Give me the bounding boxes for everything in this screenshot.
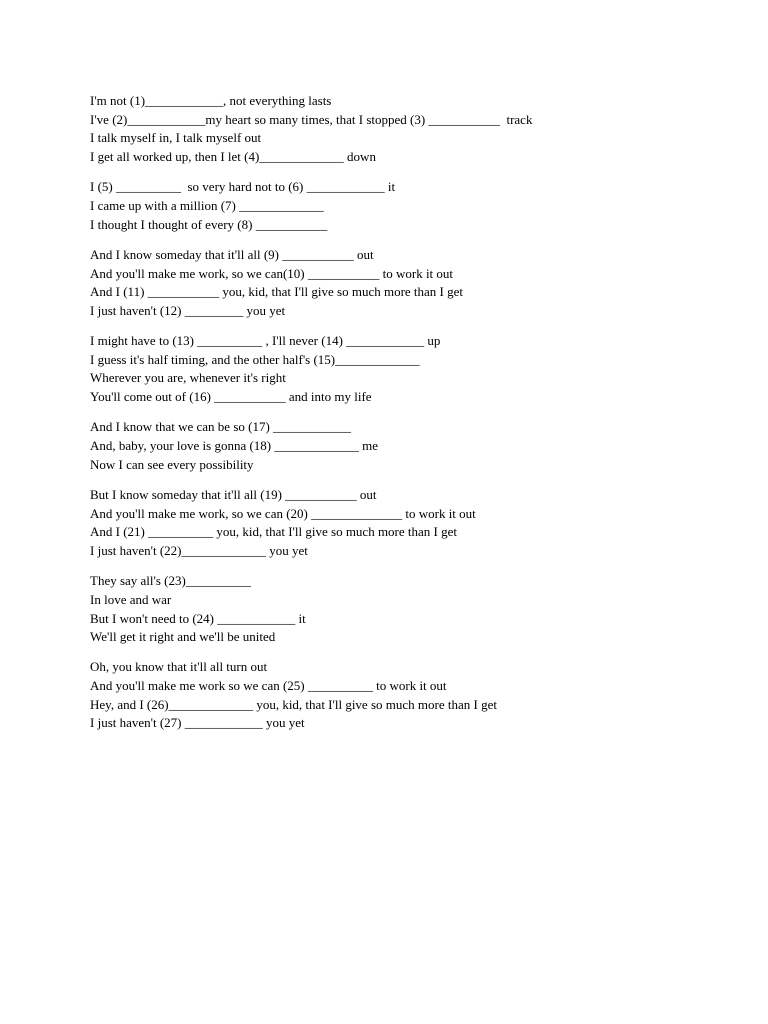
lyric-line: I came up with a million (7) _____________ xyxy=(90,197,324,213)
lyric-line: And you'll make me work, so we can(10) ___________ to work it out xyxy=(90,265,454,281)
lyric-line: I just haven't (27) ____________ you yet xyxy=(90,715,305,731)
lyric-line: I've (2)____________my heart so many times, that I stopped (3) ___________ track xyxy=(90,111,533,127)
lyric-line: And you'll make me work so we can (25) __________ to work it out xyxy=(90,678,447,694)
stanza-6 xyxy=(90,486,730,561)
lyric-line: I guess it's half timing, and the other half's (15)_____________ xyxy=(90,351,420,367)
lyric-line: And you'll make me work, so we can (20) ______________ to work it out xyxy=(90,505,476,521)
stanza-5 xyxy=(90,418,730,474)
lyric-line: And I know someday that it'll all (9) ___________ out xyxy=(90,246,374,262)
lyric-line: And I (21) __________ you, kid, that I'll give so much more than I get xyxy=(90,524,458,540)
stanza-8 xyxy=(90,658,730,733)
stanza-3 xyxy=(90,246,730,321)
lyric-line: I talk myself in, I talk myself out xyxy=(90,130,262,146)
lyric-line: And I know that we can be so (17) ____________ xyxy=(90,419,352,435)
lyric-line: And, baby, your love is gonna (18) _____________ me xyxy=(90,438,379,453)
lyric-line: I thought I thought of every (8) ___________ xyxy=(90,216,328,232)
lyric-line: They say all's (23)__________ xyxy=(90,573,251,589)
lyric-line: I (5) __________ so very hard not to (6) ____________ it xyxy=(90,179,396,195)
stanza-2 xyxy=(90,178,730,234)
lyric-line: I just haven't (22)_____________ you yet xyxy=(90,542,308,558)
lyric-line: I just haven't (12) _________ you yet xyxy=(90,302,286,318)
lyric-line: Wherever you are, whenever it's right xyxy=(90,370,286,386)
lyric-line: We'll get it right and we'll be united xyxy=(90,629,276,645)
lyric-line: I'm not (1)____________, not everything lasts xyxy=(90,93,332,108)
lyric-line: I might have to (13) __________ , I'll never (14) ____________ up xyxy=(90,333,441,349)
lyric-line: I get all worked up, then I let (4)_____________ down xyxy=(90,149,376,165)
lyric-line: You'll come out of (16) ___________ and into my life xyxy=(90,389,372,405)
stanza-7 xyxy=(90,572,730,647)
lyric-line: Now I can see every possibility xyxy=(90,456,254,472)
stanza-4 xyxy=(90,332,730,407)
lyric-line: But I know someday that it'll all (19) ___________ out xyxy=(90,486,377,502)
lyric-line: Oh, you know that it'll all turn out xyxy=(90,659,268,675)
stanza-1 xyxy=(90,92,730,167)
lyrics-worksheet xyxy=(90,92,730,745)
lyric-line: And I (11) ___________ you, kid, that I'll give so much more than I get xyxy=(90,284,464,300)
lyric-line: Hey, and I (26)_____________ you, kid, that I'll give so much more than I get xyxy=(90,696,497,712)
lyric-line: In love and war xyxy=(90,591,172,607)
lyric-line: But I won't need to (24) ____________ it xyxy=(90,610,306,626)
